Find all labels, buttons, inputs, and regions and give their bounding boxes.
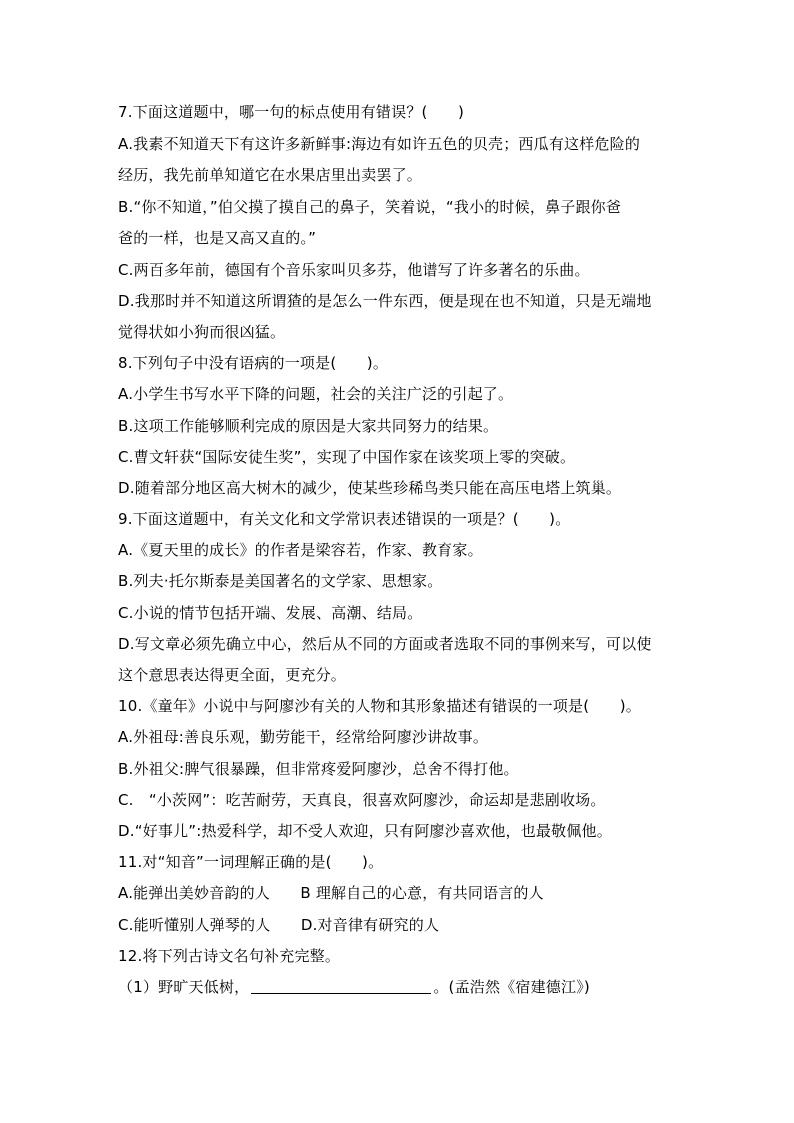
q7-option-b: B.“你不知道，”伯父摸了摸自己的鼻子，笑着说，“我小的时候，鼻子跟你爸 bbox=[118, 198, 622, 216]
q9-option-c: C.小说的情节包括开端、发展、高潮、结局。 bbox=[118, 604, 423, 622]
q11-options-ab: A.能弹出美妙音韵的人 B 理解自己的心意，有共同语言的人 bbox=[118, 884, 544, 902]
answer-blank[interactable] bbox=[251, 979, 431, 994]
q7-option-d-cont: 觉得状如小狗而很凶猛。 bbox=[118, 323, 286, 341]
q8-option-b: B.这项工作能够顺利完成的原因是大家共同努力的结果。 bbox=[118, 417, 499, 435]
q10-option-a: A.外祖母:善良乐观，勤劳能干，经常给阿廖沙讲故事。 bbox=[118, 728, 489, 746]
q10-stem: 10.《童年》小说中与阿廖沙有关的人物和其形象描述有错误的一项是( )。 bbox=[118, 697, 641, 715]
q9-option-d-cont: 这个意思表达得更全面，更充分。 bbox=[118, 666, 347, 684]
q9-stem: 9.下面这道题中，有关文化和文学常识表述错误的一项是？( )。 bbox=[118, 510, 571, 528]
q7-option-a: A.我素不知道天下有这许多新鲜事:海边有如许五色的贝壳；西瓜有这样危险的 bbox=[118, 135, 641, 153]
q9-option-a: A.《夏天里的成长》的作者是梁容若，作家、教育家。 bbox=[118, 541, 483, 559]
q7-option-d: D.我那时并不知道这所谓猹的是怎么一件东西，便是现在也不知道，只是无端地 bbox=[118, 292, 652, 310]
q12-stem: 12.将下列古诗文名句补充完整。 bbox=[118, 947, 341, 965]
q8-option-d: D.随着部分地区高大树木的减少，使某些珍稀鸟类只能在高压电塔上筑巢。 bbox=[118, 479, 622, 497]
q11-options-cd: C.能听懂别人弹琴的人 D.对音律有研究的人 bbox=[118, 916, 440, 934]
q8-option-c: C.曹文轩获“国际安徒生奖”，实现了中国作家在该奖项上零的突破。 bbox=[118, 448, 576, 466]
q9-option-b: B.列夫·托尔斯泰是美国著名的文学家、思想家。 bbox=[118, 572, 443, 590]
q10-option-c: C. “小茨网”：吃苦耐劳，天真良，很喜欢阿廖沙，命运却是悲剧收场。 bbox=[118, 791, 606, 809]
q7-option-b-cont: 爸的一样，也是又高又直的。” bbox=[118, 229, 317, 247]
q10-option-b: B.外祖父:脾气很暴躁，但非常疼爱阿廖沙，总舍不得打他。 bbox=[118, 760, 519, 778]
q9-option-d: D.写文章必须先确立中心，然后从不同的方面或者选取不同的事例来写，可以使 bbox=[118, 635, 652, 653]
q12-item-1-prefix: （1）野旷天低树， bbox=[118, 978, 250, 996]
q7-stem: 7.下面这道题中，哪一句的标点使用有错误？( ) bbox=[118, 103, 465, 121]
q7-option-a-cont: 经历，我先前单知道它在水果店里出卖罢了。 bbox=[118, 166, 423, 184]
q10-option-d: D.“好事儿”:热爱科学，却不受人欢迎，只有阿廖沙喜欢他，也最敬佩他。 bbox=[118, 822, 612, 840]
q12-item-1 bbox=[118, 977, 688, 997]
q7-option-c: C.两百多年前，德国有个音乐家叫贝多芬，他谱写了许多著名的乐曲。 bbox=[118, 261, 590, 279]
q12-item-1-suffix: 。(孟浩然《宿建德江》) bbox=[433, 978, 590, 996]
q8-option-a: A.小学生书写水平下降的问题，社会的关注广泛的引起了。 bbox=[118, 385, 514, 403]
q8-stem: 8.下列句子中没有语病的一项是( )。 bbox=[118, 354, 389, 372]
q11-stem: 11.对“知音”一词理解正确的是( )。 bbox=[118, 853, 384, 871]
